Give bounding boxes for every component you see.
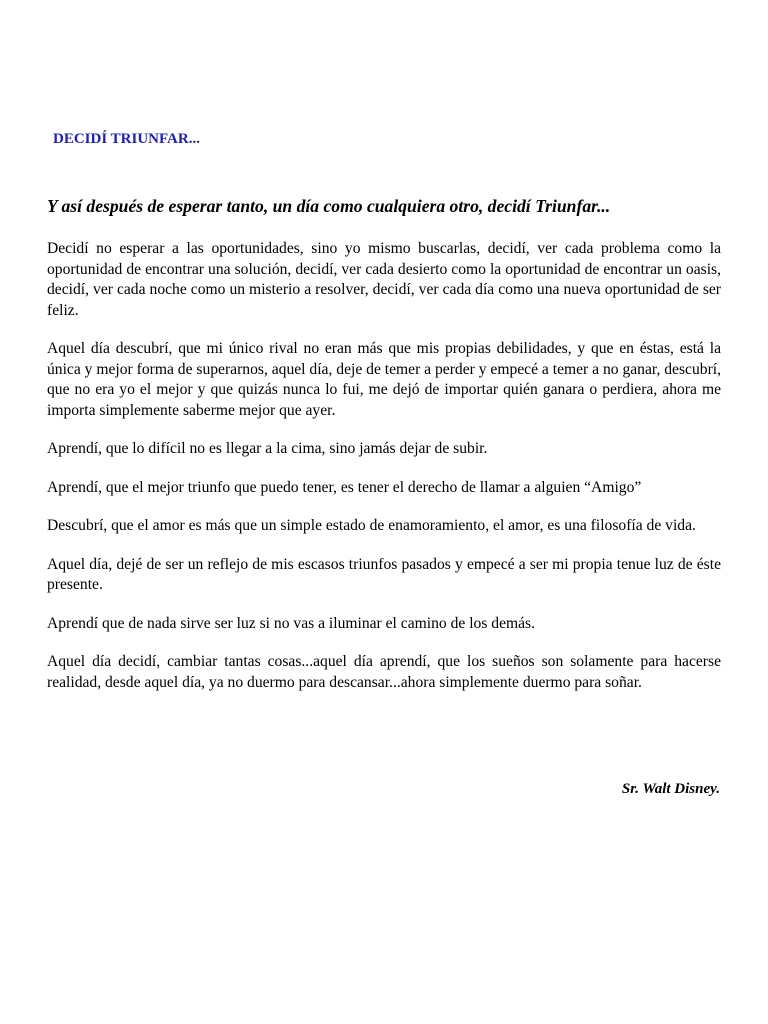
paragraph-4: Aprendí, que el mejor triunfo que puedo tener, es tener el derecho de llamar a alguien “Amigo”: [47, 478, 642, 496]
paragraph-3: Aprendí, que lo difícil no es llegar a la cima, sino jamás dejar de subir.: [47, 440, 488, 457]
paragraph-1: Decidí no esperar a las oportunidades, sino yo mismo buscarlas, decidí, ver cada problema como la oportunidad de encontrar una solución, decidí, ver cada desierto como la oportunidad de encontrar un oasis, decidí, ver cada noche como un misterio a resolver, decidí, ver cada día como una nueva oportunidad de ser feliz.: [47, 240, 721, 319]
signature: Sr. Walt Disney.: [621, 781, 720, 797]
paragraph-8: Aquel día decidí, cambiar tantas cosas...aquel día aprendí, que los sueños son solamente para hacerse realidad, desde aquel día, ya no duermo para descansar...ahora simplemente duermo para soñar.: [47, 653, 721, 691]
document-subtitle: Y así después de esperar tanto, un día como cualquiera otro, decidí Triunfar...: [47, 196, 611, 216]
document-body: [47, 239, 721, 711]
paragraph-6: Aquel día, dejé de ser un reflejo de mis escasos triunfos pasados y empecé a ser mi propia tenue luz de éste presente.: [47, 555, 721, 593]
paragraph-5: Descubrí, que el amor es más que un simple estado de enamoramiento, el amor, es una filosofía de vida.: [47, 517, 696, 534]
paragraph-7: Aprendí que de nada sirve ser luz si no vas a iluminar el camino de los demás.: [47, 614, 536, 632]
paragraph-2: Aquel día descubrí, que mi único rival no eran más que mis propias debilidades, y que en éstas, está la única y mejor forma de superarnos, aquel día, deje de temer a perder y empecé a temer a no ganar, descubrí, que no era yo el mejor y que quizás nunca lo fui, me dejó de importar quién ganara o perdiera, ahora me importa simplemente saberme mejor que ayer.: [47, 340, 721, 419]
document-heading: DECIDÍ TRIUNFAR...: [53, 131, 200, 147]
